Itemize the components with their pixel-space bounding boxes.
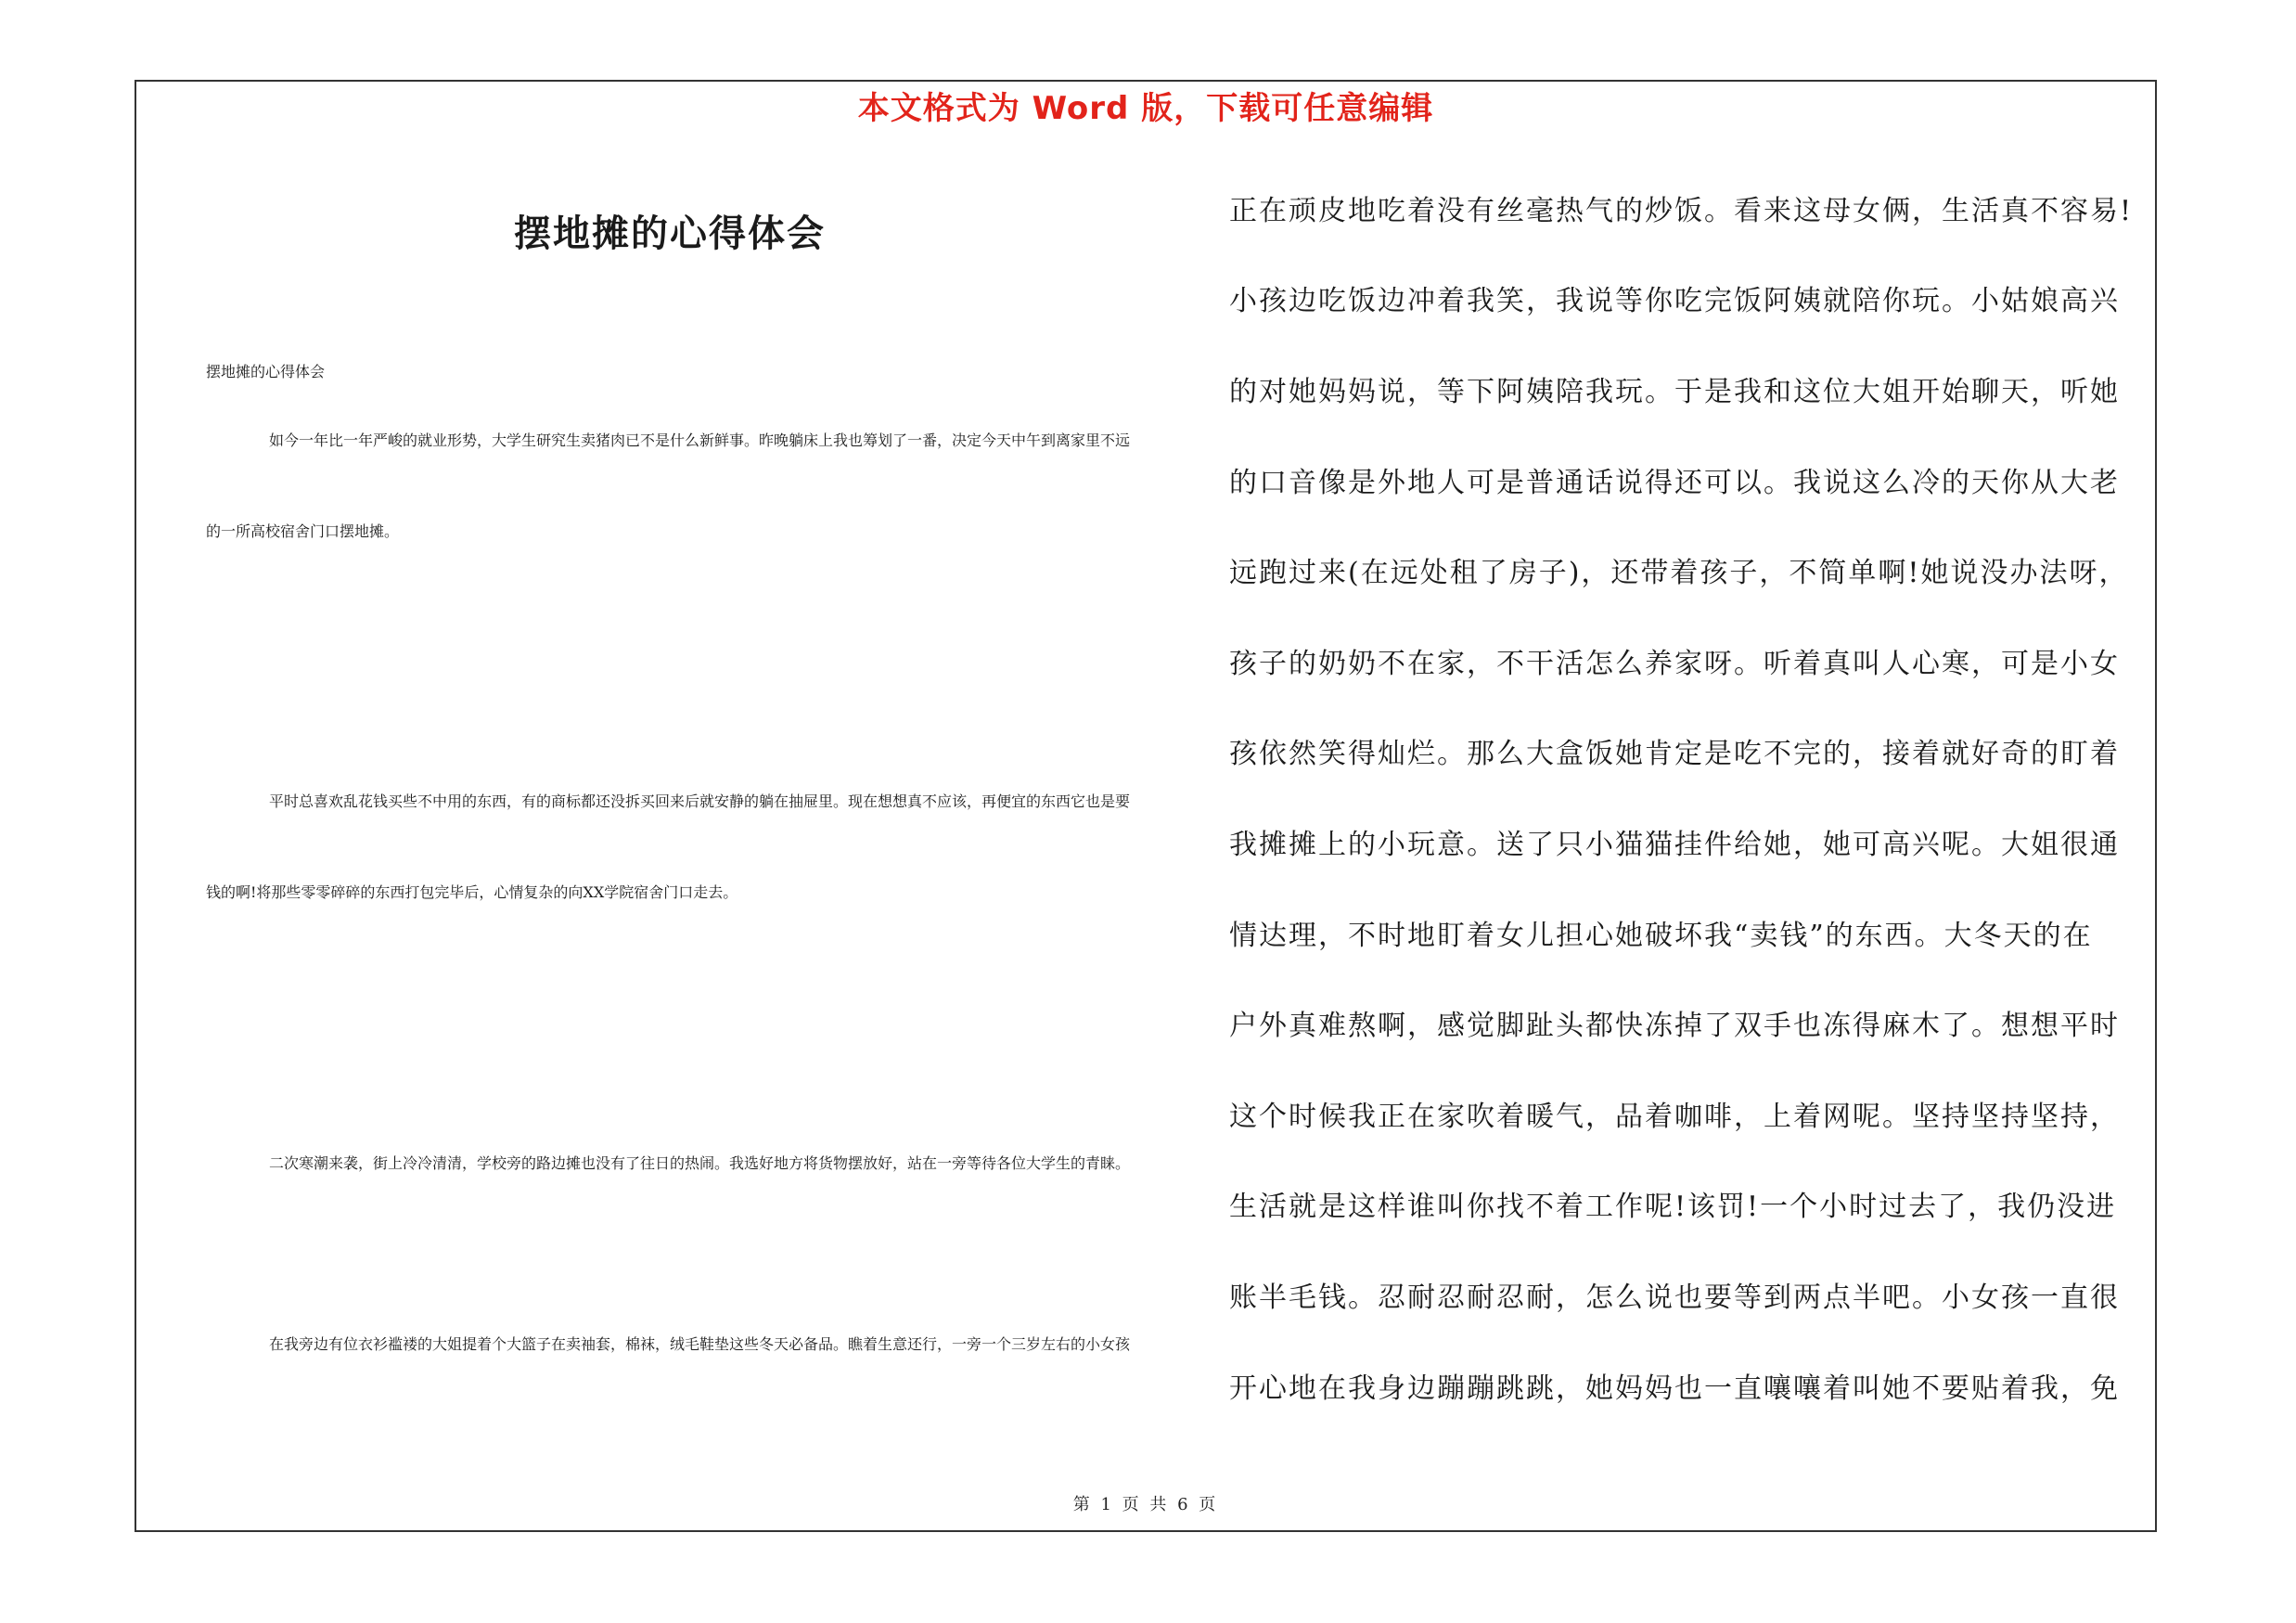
right-column-line: 情达理，不时地盯着女儿担心她破坏我“卖钱”的东西。大冬天的在 [1229, 920, 2093, 952]
right-column-line: 这个时候我正在家吹着暖气，品着咖啡，上着网呢。坚持坚持坚持， [1229, 1101, 2120, 1133]
right-column-line: 户外真难熬啊，感觉脚趾头都快冻掉了双手也冻得麻木了。想想平时 [1229, 1010, 2120, 1042]
right-column-line: 开心地在我身边蹦蹦跳跳，她妈妈也一直嚷嚷着叫她不要贴着我，免 [1229, 1372, 2120, 1405]
body-paragraph: 二次寒潮来袭，街上冷冷清清，学校旁的路边摊也没有了往日的热闹。我选好地方将货物摆放好，站在一旁等待各位大学生的青睐。 [269, 1154, 1131, 1172]
page-number-footer: 第 1 页 共 6 页 [1072, 1495, 1219, 1514]
document-title: 摆地摊的心得体会 [514, 212, 826, 255]
right-column-line: 我摊摊上的小玩意。送了只小猫猫挂件给她，她可高兴呢。大姐很通 [1229, 829, 2120, 861]
right-column-line: 小孩边吃饭边冲着我笑，我说等你吃完饭阿姨就陪你玩。小姑娘高兴 [1229, 285, 2120, 317]
right-column-line: 的口音像是外地人可是普通话说得还可以。我说这么冷的天你从大老 [1229, 467, 2120, 499]
right-column-line: 的对她妈妈说，等下阿姨陪我玩。于是我和这位大姐开始聊天，听她 [1229, 376, 2120, 408]
format-banner: 本文格式为 Word 版，下载可任意编辑 [857, 90, 1434, 127]
body-paragraph: 如今一年比一年严峻的就业形势，大学生研究生卖猪肉已不是什么新鲜事。昨晚躺床上我也筹划了一番，决定今天中午到离家里不远的一所高校宿舍门口摆地摊。 [206, 432, 1131, 540]
subtitle-paragraph: 摆地摊的心得体会 [206, 363, 326, 380]
right-column-line: 孩依然笑得灿烂。那么大盒饭她肯定是吃不完的，接着就好奇的盯着 [1229, 738, 2120, 770]
right-column-line: 正在顽皮地吃着没有丝毫热气的炒饭。看来这母女俩，生活真不容易! [1229, 195, 2134, 227]
right-column-line: 账半毛钱。忍耐忍耐忍耐，怎么说也要等到两点半吧。小女孩一直很 [1229, 1282, 2120, 1314]
body-paragraph: 平时总喜欢乱花钱买些不中用的东西，有的商标都还没拆买回来后就安静的躺在抽屉里。现在想想真不应该，再便宜的东西它也是要钱的啊!将那些零零碎碎的东西打包完毕后，心情复杂的向XX学院宿舍门口走去。 [206, 792, 1131, 901]
right-column-line: 生活就是这样谁叫你找不着工作呢!该罚!一个小时过去了，我仍没进 [1229, 1191, 2117, 1223]
body-paragraph: 在我旁边有位衣衫褴褛的大姐提着个大篮子在卖袖套，棉袜，绒毛鞋垫这些冬天必备品。瞧着生意还行，一旁一个三岁左右的小女孩 [269, 1335, 1131, 1353]
right-column-line: 远跑过来(在远处租了房子)，还带着孩子，不简单啊!她说没办法呀， [1229, 557, 2129, 589]
right-column-line: 孩子的奶奶不在家，不干活怎么养家呀。听着真叫人心寒，可是小女 [1229, 648, 2120, 680]
